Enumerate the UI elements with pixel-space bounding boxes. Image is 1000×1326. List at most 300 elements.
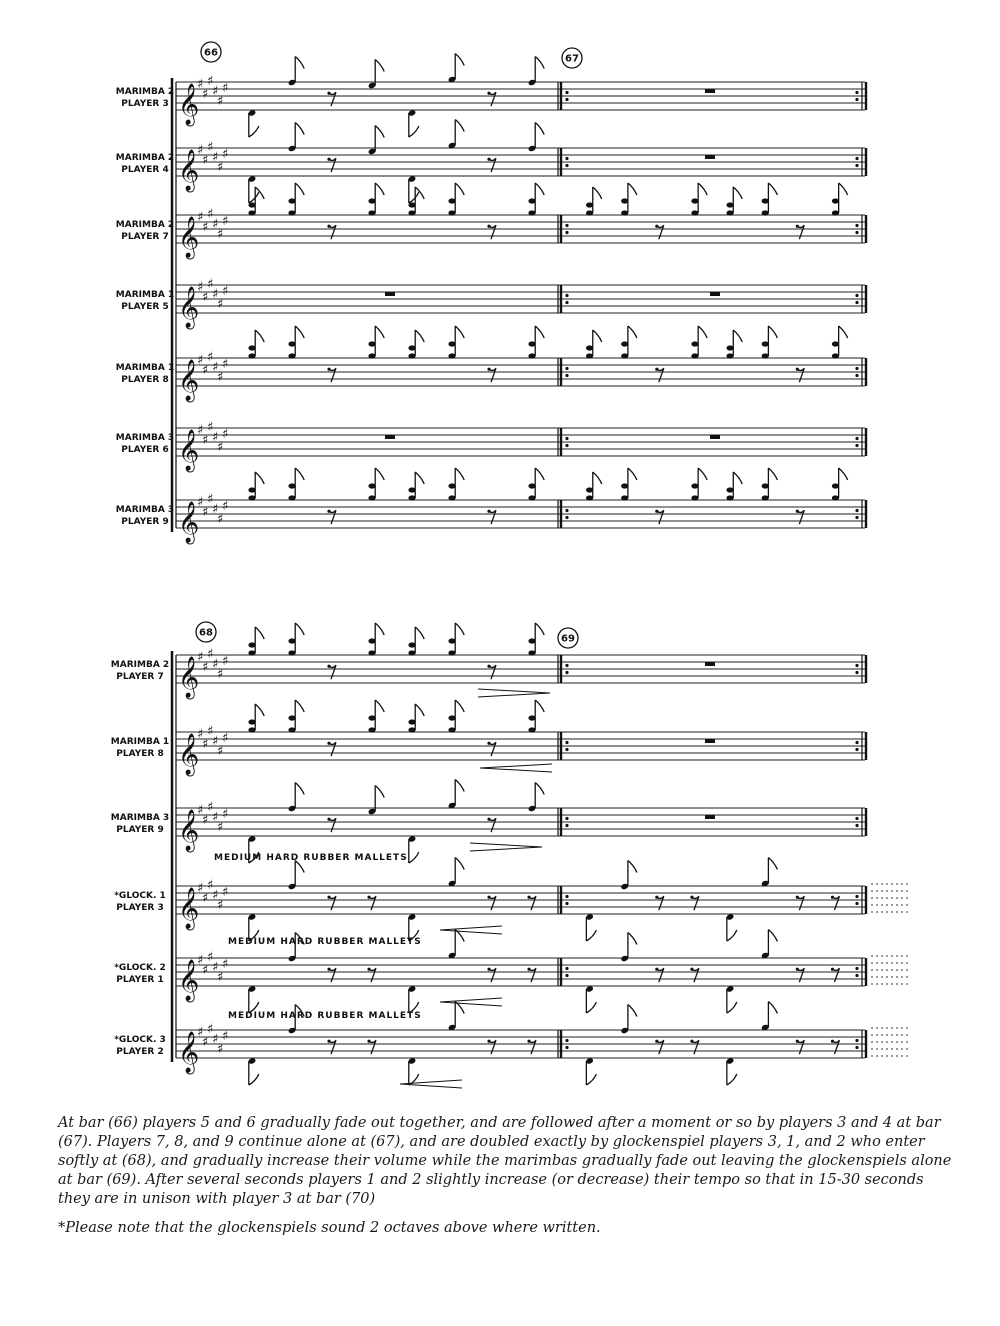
sharp-icon: ♯ [212,657,219,672]
stipple-dot [881,904,883,906]
eighth-note-flag [586,930,596,941]
sharp-icon: ♯ [197,77,204,92]
hairpin-icon [480,764,552,772]
stipple-dot [891,897,893,899]
eighth-rest-dot [796,1040,799,1043]
eighth-note-flag [249,1074,259,1085]
stipple-dot [871,976,873,978]
eighth-note-flag [768,1002,777,1014]
stipple-dot [891,1041,893,1043]
sharp-icon: ♯ [207,878,214,893]
chord-note [832,495,839,500]
chord-note [288,495,295,500]
chord-note [691,210,698,215]
eighth-note-flag [535,183,544,195]
repeat-dot [565,91,568,94]
treble-clef-icon: 𝄞 [178,287,200,328]
stipple-dot [876,1027,878,1029]
sharp-icon: ♯ [222,885,229,900]
eighth-note-flag [295,700,304,712]
chord-note [762,495,769,500]
eighth-rest-dot [655,510,658,513]
stipple-dot [881,955,883,957]
hairpin-icon [440,998,502,1006]
stipple-dot [886,962,888,964]
sharp-icon: ♯ [212,84,219,99]
stipple-dot [881,983,883,985]
staff-player-label: PLAYER 4 [121,165,169,175]
eighth-note-flag [839,183,848,195]
sharp-icon: ♯ [222,731,229,746]
repeat-dot [565,98,568,101]
chord-note [726,202,733,207]
stipple-dot [871,1027,873,1029]
stipple-dot [896,983,898,985]
stipple-dot [896,1048,898,1050]
eighth-note-flag [593,330,602,342]
whole-rest-icon [705,89,715,93]
stipple-dot [906,1055,908,1057]
staff-instrument-label: MARIMBA 1 [110,737,170,747]
stipple-dot [886,1041,888,1043]
stipple-dot [906,883,908,885]
eighth-note-flag [375,786,384,798]
stipple-dot [881,890,883,892]
chord-note [691,495,698,500]
sharp-icon: ♯ [217,94,224,109]
sharp-icon: ♯ [212,287,219,302]
repeat-dot [855,671,858,674]
chord-note [762,353,769,358]
repeat-dot [855,294,858,297]
stipple-dot [906,890,908,892]
sharp-icon: ♯ [212,960,219,975]
staff-instrument-label: MARIMBA 3 [115,433,175,443]
chord-note [621,483,628,488]
chord-note [288,198,295,203]
eighth-note-flag [733,187,742,199]
eighth-note-flag [255,472,264,484]
eighth-note-flag [455,120,464,132]
repeat-dot [565,974,568,977]
chord-note [528,483,535,488]
chord-note [448,353,455,358]
stipple-dot [896,897,898,899]
eighth-note-flag [409,126,419,137]
repeat-dot [855,1046,858,1049]
staff-instrument-label: *GLOCK. 2 [114,963,166,973]
stipple-dot [876,976,878,978]
staff-player-label: PLAYER 9 [116,825,164,835]
repeat-dot [855,374,858,377]
sharp-icon: ♯ [207,647,214,662]
stipple-dot [881,1055,883,1057]
eighth-rest-dot [327,818,330,821]
chord-note [691,353,698,358]
chord-note [586,210,593,215]
repeat-dot [855,1039,858,1042]
eighth-rest-dot [527,1040,530,1043]
repeat-dot [855,748,858,751]
chord-note [408,495,415,500]
staff-instrument-label: MARIMBA 3 [115,505,175,515]
stipple-dot [891,890,893,892]
sharp-icon: ♯ [197,803,204,818]
chord-note [448,638,455,643]
stipple-dot [896,904,898,906]
hairpin-icon [470,843,542,851]
stipple-dot [906,1048,908,1050]
eighth-rest-dot [367,968,370,971]
eighth-note-flag [375,700,384,712]
stipple-dot [881,962,883,964]
eighth-note-flag [628,861,637,873]
chord-note [586,495,593,500]
stipple-dot [901,904,903,906]
eighth-note-flag [768,930,777,942]
chord-note [621,341,628,346]
sharp-icon: ♯ [217,820,224,835]
chord-note [408,487,415,492]
eighth-rest-dot [690,1040,693,1043]
chord-note [288,483,295,488]
stipple-dot [906,983,908,985]
eighth-note-flag [375,60,384,72]
sharp-icon: ♯ [202,1035,209,1050]
eighth-note-flag [839,468,848,480]
stipple-dot [871,904,873,906]
treble-clef-icon: 𝄞 [178,1032,200,1073]
treble-clef-icon: 𝄞 [178,888,200,929]
sharp-icon: ♯ [222,357,229,372]
eighth-note-flag [249,126,259,137]
repeat-dot [855,224,858,227]
whole-rest-icon [710,292,720,296]
eighth-rest-dot [367,896,370,899]
chord-note [448,341,455,346]
chord-note [408,210,415,215]
eighth-note-flag [628,468,637,480]
sharp-icon: ♯ [207,724,214,739]
repeat-dot [565,748,568,751]
stipple-dot [871,1048,873,1050]
stipple-dot [881,911,883,913]
chord-note [528,341,535,346]
sharp-icon: ♯ [222,147,229,162]
chord-note [368,495,375,500]
hairpin-icon [440,926,502,934]
sharp-icon: ♯ [217,970,224,985]
eighth-note-flag [593,187,602,199]
repeat-dot [565,902,568,905]
stipple-dot [881,976,883,978]
stipple-dot [906,1027,908,1029]
repeat-dot [565,224,568,227]
whole-rest-icon [705,155,715,159]
chord-note [288,638,295,643]
stipple-dot [896,883,898,885]
eighth-note-flag [727,1002,737,1013]
staff-instrument-label: MARIMBA 2 [115,153,175,163]
chord-note [528,650,535,655]
chord-note [368,198,375,203]
eighth-note-flag [839,326,848,338]
eighth-rest-dot [527,968,530,971]
eighth-note-flag [295,623,304,635]
eighth-rest-dot [655,968,658,971]
stipple-dot [891,1055,893,1057]
chord-note [621,353,628,358]
stipple-dot [891,1027,893,1029]
eighth-note-flag [768,326,777,338]
chord-note [408,719,415,724]
stipple-dot [871,1055,873,1057]
repeat-dot [855,231,858,234]
sharp-icon: ♯ [202,891,209,906]
sharp-icon: ♯ [197,210,204,225]
eighth-rest-dot [367,1040,370,1043]
eighth-note-flag [727,1074,737,1085]
chord-note [528,353,535,358]
stipple-dot [886,983,888,985]
repeat-dot [565,671,568,674]
repeat-dot [565,231,568,234]
eighth-note-flag [295,183,304,195]
chord-note [448,495,455,500]
repeat-dot [565,374,568,377]
sharp-icon: ♯ [217,667,224,682]
eighth-rest-dot [796,896,799,899]
chord-note [726,487,733,492]
stipple-dot [896,1034,898,1036]
eighth-note-flag [375,183,384,195]
eighth-rest-dot [796,225,799,228]
sharp-icon: ♯ [217,512,224,527]
eighth-note-flag [733,472,742,484]
eighth-note-flag [455,468,464,480]
stipple-dot [876,1034,878,1036]
eighth-rest-dot [327,158,330,161]
chord-note [726,495,733,500]
treble-clef-icon: 𝄞 [178,360,200,401]
chord-note [408,353,415,358]
treble-clef-icon: 𝄞 [178,217,200,258]
repeat-dot [565,516,568,519]
mallet-direction-glock-3: MEDIUM HARD RUBBER MALLETS [228,1011,422,1021]
stipple-dot [891,969,893,971]
stipple-dot [876,883,878,885]
eighth-rest-dot [487,368,490,371]
stipple-dot [876,962,878,964]
stipple-dot [886,1048,888,1050]
eighth-note-flag [586,1074,596,1085]
stipple-dot [876,1055,878,1057]
eighth-note-flag [255,187,264,199]
staff-instrument-label: MARIMBA 1 [115,363,175,373]
staff-player-label: PLAYER 9 [121,517,169,527]
treble-clef-icon: 𝄞 [178,657,200,698]
stipple-dot [891,911,893,913]
eighth-rest-dot [831,968,834,971]
stipple-dot [876,897,878,899]
sharp-icon: ♯ [207,800,214,815]
stipple-dot [906,962,908,964]
stipple-dot [896,969,898,971]
eighth-note-flag [586,1002,596,1013]
chord-note [691,341,698,346]
chord-note [528,198,535,203]
eighth-rest-dot [327,665,330,668]
sharp-icon: ♯ [222,214,229,229]
staff-player-label: PLAYER 2 [116,1047,164,1057]
chord-note [586,202,593,207]
chord-note [368,727,375,732]
sharp-icon: ♯ [207,207,214,222]
stipple-dot [906,1041,908,1043]
treble-clef-icon: 𝄞 [178,502,200,543]
eighth-rest-dot [327,742,330,745]
sharp-icon: ♯ [197,727,204,742]
sharp-icon: ♯ [207,950,214,965]
eighth-rest-dot [487,818,490,821]
eighth-note-flag [415,472,424,484]
stipple-dot [906,969,908,971]
stipple-dot [871,890,873,892]
eighth-rest-dot [327,92,330,95]
stipple-dot [906,897,908,899]
stipple-dot [876,1048,878,1050]
chord-note [248,353,255,358]
chord-note [726,353,733,358]
performance-note: At bar (66) players 5 and 6 gradually fade out together, and are followed after a moment or so by players 3 and 4 at bar (67). Players 7, 8, and 9 continue alone at (67), and are doubled exactly by glockenspiel players 3, 1, and 2 who enter softly at (68), and gradually increase their volume while the marimbas gradually fade out leaving the glockenspiels alone at bar (69). After several seconds players 1 and 2 slightly increase (or decrease) their tempo so that in 15-30 seconds they are in unison with player 3 at bar (70) [58,1115,952,1207]
eighth-note-flag [628,933,637,945]
chord-note [832,353,839,358]
repeat-dot [565,367,568,370]
staff-player-label: PLAYER 5 [121,302,169,312]
rehearsal-mark-66: 66 [204,47,218,59]
eighth-rest-dot [655,225,658,228]
eighth-rest-dot [487,225,490,228]
glockenspiel-transposition-note: *Please note that the glockenspiels sound 2 octaves above where written. [58,1220,601,1236]
stipple-dot [901,911,903,913]
eighth-note-flag [698,468,707,480]
eighth-note-flag [698,326,707,338]
chord-note [248,727,255,732]
eighth-rest-dot [831,1040,834,1043]
eighth-note-flag [727,930,737,941]
repeat-dot [565,164,568,167]
eighth-note-flag [535,623,544,635]
sharp-icon: ♯ [212,430,219,445]
sharp-icon: ♯ [202,433,209,448]
stipple-dot [901,1027,903,1029]
eighth-rest-dot [690,896,693,899]
stipple-dot [906,955,908,957]
chord-note [691,198,698,203]
stipple-dot [906,904,908,906]
sharp-icon: ♯ [202,363,209,378]
sharp-icon: ♯ [202,505,209,520]
chord-note [368,483,375,488]
sharp-icon: ♯ [197,953,204,968]
repeat-dot [855,367,858,370]
staff-instrument-label: MARIMBA 2 [115,87,175,97]
eighth-note-flag [535,783,544,795]
eighth-rest-dot [487,1040,490,1043]
repeat-dot [565,301,568,304]
stipple-dot [881,1034,883,1036]
sharp-icon: ♯ [217,744,224,759]
sharp-icon: ♯ [222,81,229,96]
stipple-dot [886,897,888,899]
eighth-note-flag [375,326,384,338]
sharp-icon: ♯ [217,160,224,175]
eighth-note-flag [593,472,602,484]
stipple-dot [886,904,888,906]
stipple-dot [886,890,888,892]
sharp-icon: ♯ [212,150,219,165]
whole-rest-icon [710,435,720,439]
repeat-dot [565,824,568,827]
treble-clef-icon: 𝄞 [178,810,200,851]
chord-note [288,210,295,215]
sharp-icon: ♯ [222,1029,229,1044]
staff-player-label: PLAYER 8 [116,749,164,759]
sharp-icon: ♯ [217,297,224,312]
stipple-dot [901,897,903,899]
stipple-dot [886,883,888,885]
chord-note [288,715,295,720]
stipple-dot [891,962,893,964]
stipple-dot [896,1041,898,1043]
eighth-note-flag [375,468,384,480]
whole-rest-icon [705,739,715,743]
eighth-rest-dot [327,896,330,899]
sharp-icon: ♯ [212,360,219,375]
stipple-dot [901,976,903,978]
eighth-note-flag [415,330,424,342]
staff-instrument-label: MARIMBA 2 [110,660,170,670]
eighth-note-flag [375,126,384,138]
eighth-note-flag [535,123,544,135]
sharp-icon: ♯ [202,153,209,168]
repeat-dot [565,741,568,744]
chord-note [408,202,415,207]
sharp-icon: ♯ [197,1025,204,1040]
stipple-dot [901,1055,903,1057]
chord-note [248,487,255,492]
stipple-dot [886,1055,888,1057]
repeat-dot [855,895,858,898]
treble-clef-icon: 𝄞 [178,84,200,125]
repeat-dot [565,444,568,447]
eighth-rest-dot [327,1040,330,1043]
stipple-dot [886,969,888,971]
treble-clef-icon: 𝄞 [178,960,200,1001]
repeat-dot [565,664,568,667]
stipple-dot [901,955,903,957]
whole-rest-icon [705,815,715,819]
rehearsal-mark-68: 68 [199,627,213,639]
stipple-dot [891,1034,893,1036]
chord-note [448,727,455,732]
sharp-icon: ♯ [202,290,209,305]
eighth-rest-dot [327,510,330,513]
sharp-icon: ♯ [207,1022,214,1037]
staff-instrument-label: *GLOCK. 1 [114,891,166,901]
stipple-dot [886,1034,888,1036]
stipple-dot [896,1027,898,1029]
